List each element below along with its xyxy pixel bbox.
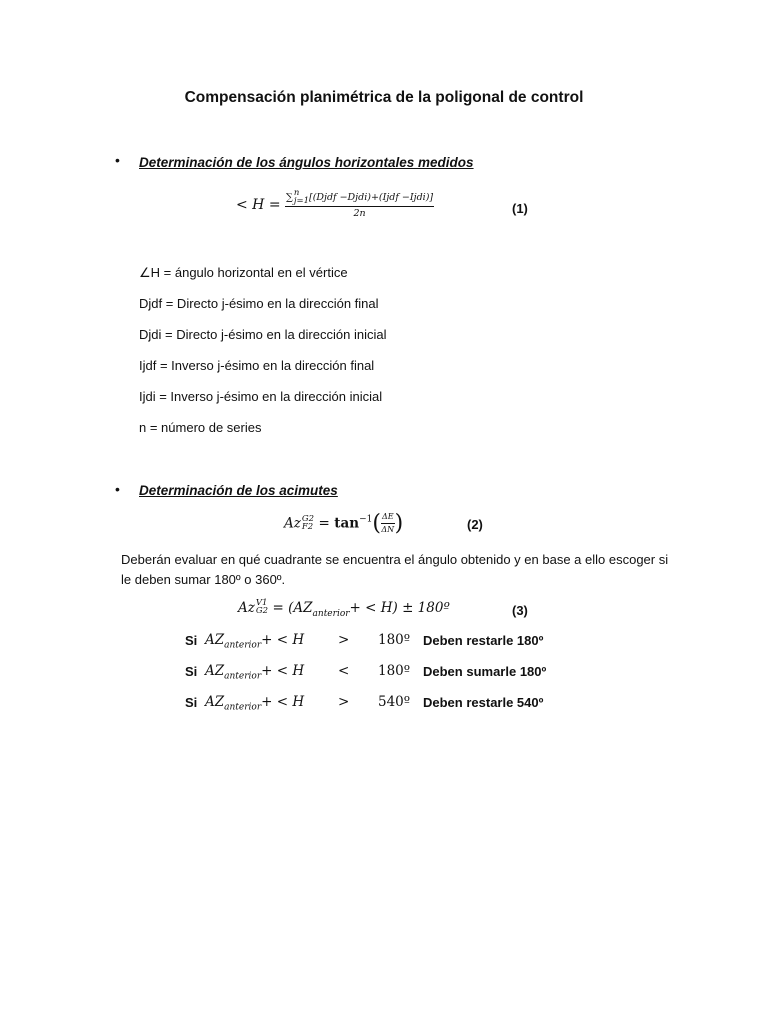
condition-row [0,663,768,683]
equation-2-sub: F2 [301,521,314,532]
equation-2-fraction [381,512,395,534]
bullet-icon: • [115,481,120,497]
equation-3-sub: G2 [255,605,269,616]
condition-si: Si [185,695,198,710]
equation-2: Az G2 F2 = $\tan^{-1}$( $\frac{\Delta E}{\Delta N}$ ) [284,511,404,536]
section-heading-angles: Determinación de los ángulos horizontales medidos [139,155,474,170]
paragraph-line-2: le deben sumar 180º o 360º. [121,572,286,587]
delta-e: ΔE [381,512,395,524]
condition-action: Deben sumarle 180º [423,664,547,679]
sum-lower: j=1 [293,195,309,206]
condition-expr: $AZ_{anterior}+ < H$ [205,663,305,682]
definition-item: Ijdi = Inverso j-ésimo en la dirección inicial [139,389,383,404]
equation-2-func: tan [334,515,360,532]
equation-number-3: (3) [512,603,528,618]
sum-symbol: ∑ [286,192,293,204]
equation-1-denominator: 2n [353,208,366,220]
definition-item: Ijdf = Inverso j-ésimo en la dirección final [139,358,375,373]
bullet-icon: • [115,152,120,168]
paragraph-line-1: Deberán evaluar en qué cuadrante se encuentra el ángulo obtenido y en base a ello escoger si [121,552,669,567]
condition-row [0,694,768,714]
condition-operator: < [338,663,350,679]
condition-value: 180º [378,663,411,679]
section-heading-azimuths: Determinación de los acimutes [139,483,338,498]
definition-item: Djdi = Directo j-ésimo en la dirección inicial [139,327,387,342]
equation-2-func-sup: −1 [359,514,373,525]
equation-1 [236,190,434,220]
equation-number-1: (1) [512,201,528,216]
condition-expr: $AZ_{anterior}+ < H$ [205,694,305,713]
condition-row [0,632,768,652]
equation-1-lhs: < H = [236,197,281,214]
condition-operator: > [338,694,350,710]
page-title: Compensación planimétrica de la poligonal de control [184,89,584,106]
condition-value: 540º [378,694,411,710]
condition-operator: > [338,632,350,648]
condition-si: Si [185,664,198,679]
condition-action: Deben restarle 180º [423,633,544,648]
equation-2-equals: = [318,515,330,532]
sum-upper: n [293,188,300,198]
sum-body: [(Djdf −Djdi)+(Ijdf −Ijdi)] [309,192,434,204]
delta-n: ΔN [381,525,395,534]
equation-1-fraction [285,190,434,220]
equation-3-rhs: = (AZ [272,600,313,616]
equation-3-lhs: Az [238,600,255,616]
equation-2-sup: G2 [301,513,315,524]
equation-number-2: (2) [467,517,483,532]
condition-si: Si [185,633,198,648]
definition-item: Djdf = Directo j-ésimo en la dirección final [139,296,379,311]
definition-item: ∠H = ángulo horizontal en el vértice [139,265,348,280]
condition-value: 180º [378,632,411,648]
equation-3-rhs-sub: anterior [312,609,350,620]
equation-2-lhs: Az [284,515,301,532]
equation-3-rhs-rest: + < H) ± 180º [349,600,450,616]
equation-3 [238,599,450,619]
condition-action: Deben restarle 540º [423,695,544,710]
equation-3-sup: V1 [255,598,268,609]
definition-item: n = número de series [139,420,262,435]
condition-expr: $AZ_{anterior}+ < H$ [205,632,305,651]
